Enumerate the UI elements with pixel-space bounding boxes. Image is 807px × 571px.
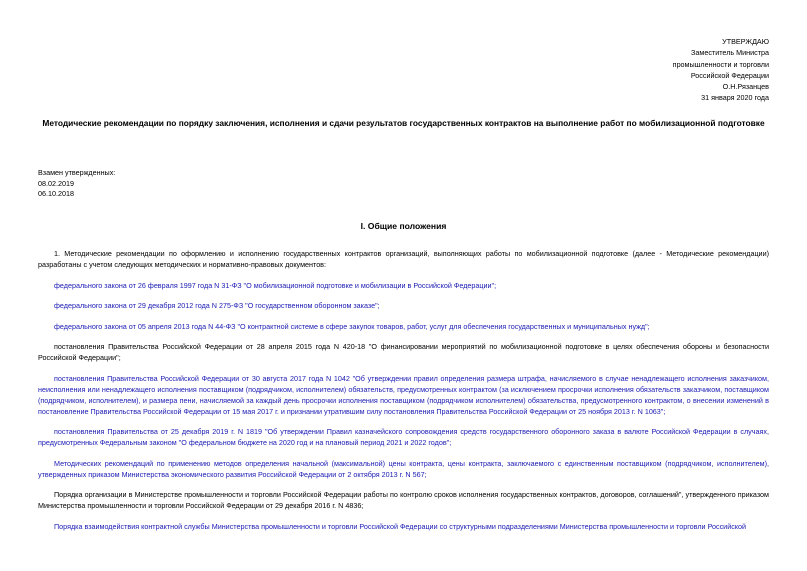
paragraph-link[interactable]: постановления Правительства Российской Федерации от 30 августа 2017 года N 1042 "Об утверждении правил определения размера штрафа, начисляемого в случае ненадлежащего исполнения заказчиком, неисполнения или ненадлежащего исполнения поставщиком (подрядчиком, исполнителем) обязательств, предусмотренных контрактом (за исключением просрочки исполнения обязательств заказчиком, поставщиком (подрядчиком, исполнителем), и размера пени, начисляемой за каждый день просрочки исполнения поставщиком (подрядчиком исполнителем) обязательства, предусмотренного контрактом, о внесении изменений в постановление Правительства Российской Федерации от 15 мая 2017 г. и признании утратившим силу постановления Правительства Российской Федерации от 25 ноября 2013 г. N 1063"; [38,373,769,416]
paragraph: постановления Правительства Российской Федерации от 28 апреля 2015 года N 420-18 "О финансировании мероприятий по мобилизационной подготовке в целях обеспечения обороны и безопасности Российской Федерации"; [38,342,769,362]
paragraph-link[interactable]: федерального закона от 26 февраля 1997 года N 31-ФЗ "О мобилизационной подготовке и мобилизации в Российской Федерации"; [54,280,497,290]
approval-line: Заместитель Министра [691,48,769,58]
paragraph-link[interactable]: Порядка взаимодействия контрактной службы Министерства промышленности и торговли Российской Федерации со структурными подразделениями Министерства промышленности и торговли Российской [54,521,747,531]
paragraph-link[interactable]: Методических рекомендаций по применению методов определения начальной (максимальной) цены контракта, цены контракта, заключаемого с единственным поставщиком (подрядчиком, исполнителем), утвержденных приказом Министерства экономического развития Российской Федерации от 2 октября 2013 г. N 567; [38,458,769,479]
paragraph-link[interactable]: постановления Правительства от 25 декабря 2019 г. N 1819 "Об утверждении Правил казначейского сопровождения средств государственного оборонного заказа в валюте Российской Федерации в случаях, предусмотренных Федеральным законом "О федеральном бюджете на 2020 год и на плановый период 2021 и 2022 годов"; [38,427,769,447]
paragraph: 1. Методические рекомендации по оформлению и исполнению государственных контрактов организаций, выполняющих работы по мобилизационной подготовке (далее - Методические рекомендации) разработаны с учетом следующих методических и нормативно-правовых документов: [38,249,769,269]
approval-line: 31 января 2020 года [701,93,769,103]
replaced-date: 08.02.2019 [38,178,74,188]
replaced-date: 06.10.2018 [38,189,74,198]
approval-line: О.Н.Рязанцев [722,82,769,92]
section-heading: I. Общие положения [360,221,447,231]
replaced-block [38,168,115,200]
document-title: Методические рекомендации по порядку заключения, исполнения и сдачи результатов государственных контрактов на выполнение работ по мобилизационной подготовке [42,118,765,128]
approval-block [673,36,769,104]
paragraph-link[interactable]: федерального закона от 29 декабря 2012 года N 275-ФЗ "О государственном оборонном заказе"; [54,301,380,310]
paragraph: Порядка организации в Министерстве промышленности и торговли Российской Федерации работы по контролю сроков исполнения государственных контрактов, договоров, соглашений", утвержденного приказом Министерства промышленности и торговли Российской Федерации от 29 декабря 2016 г. N 4836; [38,490,769,510]
replaced-label: Взамен утвержденных: [38,168,116,177]
paragraph-list [38,248,769,541]
approval-line: промышленности и торговли [672,59,769,69]
paragraph-link[interactable]: федерального закона от 05 апреля 2013 года N 44-ФЗ "О контрактной системе в сфере закупок товаров, работ, услуг для обеспечения государственных и муниципальных нужд"; [54,321,650,331]
approval-line: УТВЕРЖДАЮ [722,37,769,46]
approval-line: Российской Федерации [690,70,769,80]
